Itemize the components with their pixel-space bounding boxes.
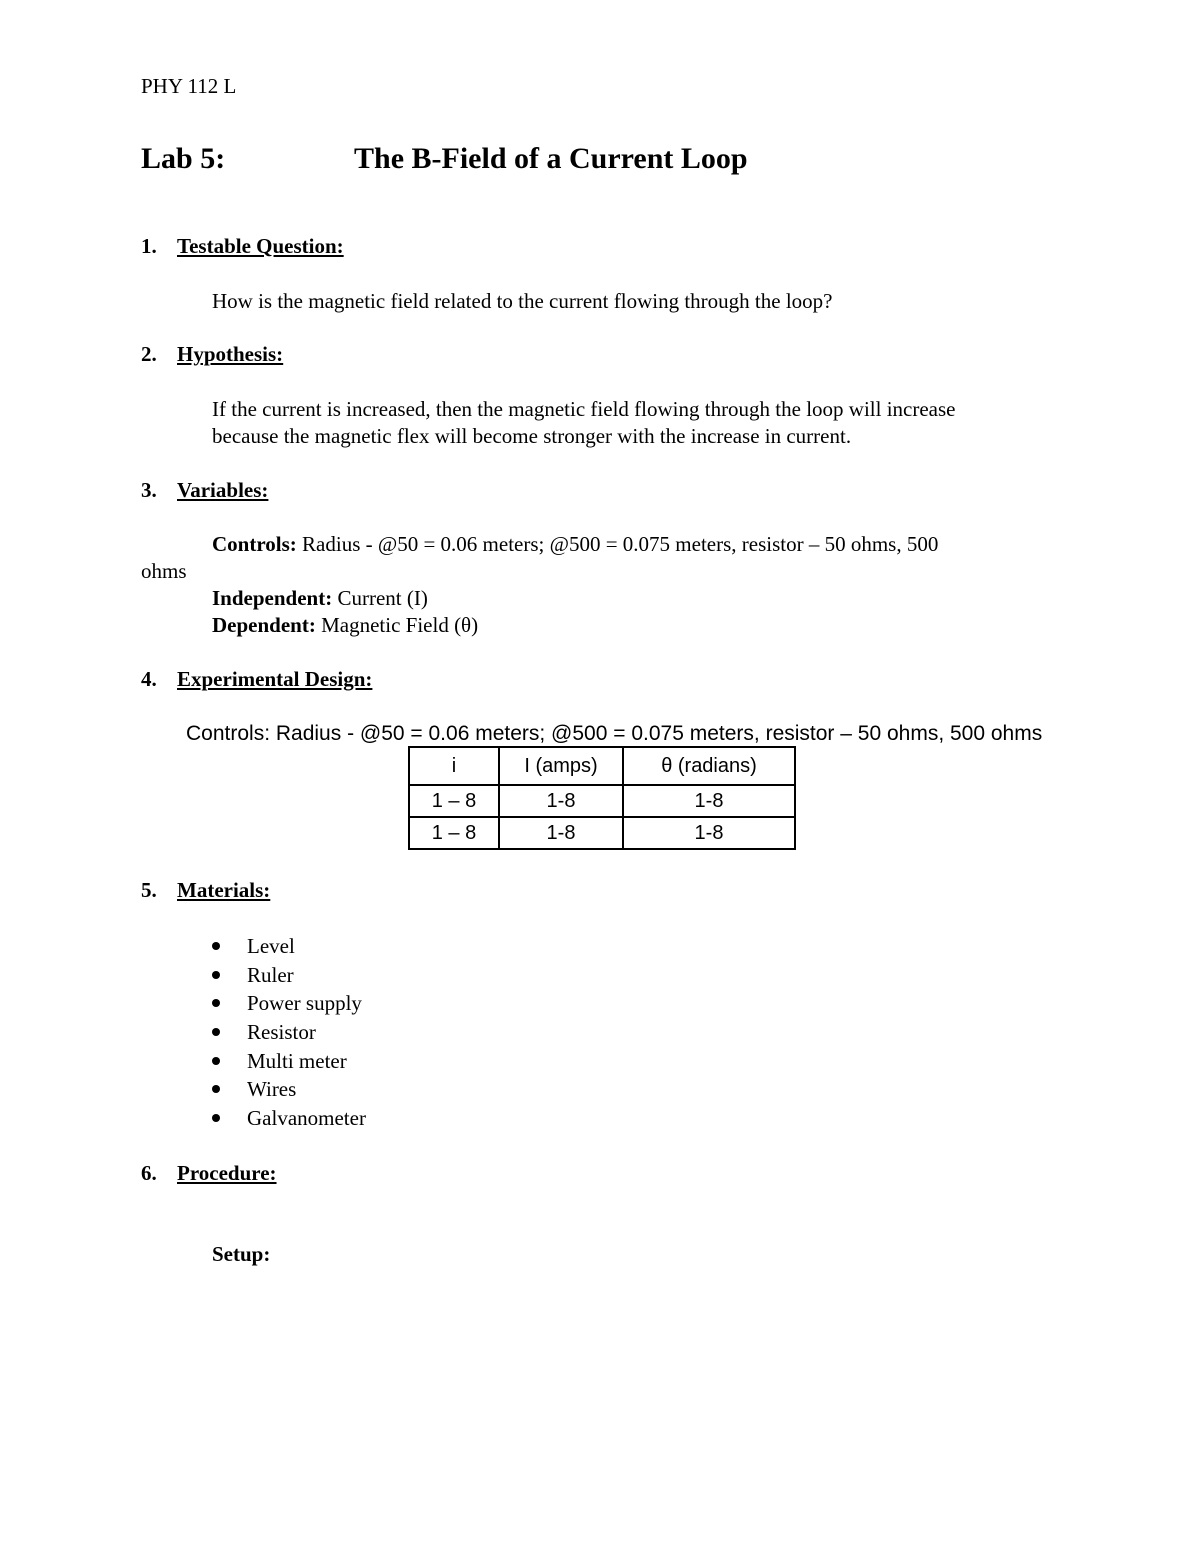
- lab-title: The B-Field of a Current Loop: [354, 142, 748, 175]
- column-header: i: [409, 747, 499, 785]
- bullet-icon: [212, 942, 220, 950]
- section-heading: Materials:: [177, 878, 271, 902]
- course-code: PHY 112 L: [141, 74, 237, 98]
- table-cell: 1-8: [499, 817, 623, 849]
- dependent-label: Dependent:: [212, 613, 316, 637]
- section-number: 2.: [141, 342, 157, 366]
- section-materials: [141, 878, 270, 903]
- material-label: Multi meter: [247, 1048, 347, 1073]
- bullet-icon: [212, 1114, 220, 1122]
- independent-value: Current (I): [337, 586, 428, 610]
- table-cell: 1 – 8: [409, 785, 499, 817]
- section-variables: [141, 478, 268, 503]
- design-caption: Controls: Radius - @50 = 0.06 meters; @500 = 0.075 meters, resistor – 50 ohms, 500 ohms: [186, 722, 1043, 745]
- section-number: 3.: [141, 478, 157, 502]
- dependent-variable: [212, 613, 478, 638]
- section-heading: Testable Question:: [177, 234, 344, 258]
- controls-label: Controls:: [212, 532, 297, 556]
- independent-variable: [212, 586, 428, 611]
- list-item: [212, 932, 366, 961]
- section-experimental-design: [141, 667, 372, 692]
- list-item: [212, 1047, 366, 1076]
- table-row: [409, 817, 795, 849]
- controls-value: Radius - @50 = 0.06 meters; @500 = 0.075 meters, resistor – 50 ohms, 500: [302, 532, 939, 556]
- materials-list: [212, 932, 366, 1133]
- section-number: 4.: [141, 667, 157, 691]
- bullet-icon: [212, 1028, 220, 1036]
- section-number: 5.: [141, 878, 157, 902]
- lab-number: Lab 5:: [141, 142, 226, 175]
- setup-label: Setup:: [212, 1242, 271, 1266]
- material-label: Wires: [247, 1077, 297, 1102]
- table-cell: 1-8: [623, 817, 795, 849]
- section-number: 1.: [141, 234, 157, 258]
- material-label: Resistor: [247, 1020, 316, 1045]
- table-row: [409, 785, 795, 817]
- design-table: [408, 746, 796, 850]
- list-item: [212, 961, 366, 990]
- table-header-row: [409, 747, 795, 785]
- independent-label: Independent:: [212, 586, 333, 610]
- column-header: I (amps): [499, 747, 623, 785]
- material-label: Ruler: [247, 962, 294, 987]
- table-cell: 1-8: [499, 785, 623, 817]
- section-number: 6.: [141, 1161, 157, 1185]
- controls-variable: [212, 532, 938, 557]
- bullet-icon: [212, 971, 220, 979]
- section-hypothesis: [141, 342, 283, 367]
- hypothesis-line-1: If the current is increased, then the magnetic field flowing through the loop will increase: [212, 397, 956, 421]
- section-heading: Procedure:: [177, 1161, 277, 1185]
- dependent-value: Magnetic Field (θ): [321, 613, 479, 637]
- section-heading: Variables:: [177, 478, 269, 502]
- table-cell: 1-8: [623, 785, 795, 817]
- material-label: Power supply: [247, 991, 362, 1016]
- hypothesis-line-2: because the magnetic flex will become stronger with the increase in current.: [212, 424, 852, 448]
- material-label: Level: [247, 934, 295, 958]
- list-item: [212, 989, 366, 1018]
- bullet-icon: [212, 1057, 220, 1065]
- section-heading: Hypothesis:: [177, 342, 284, 366]
- controls-wrap: ohms: [141, 559, 187, 583]
- list-item: [212, 1075, 366, 1104]
- testable-question-text: How is the magnetic field related to the current flowing through the loop?: [212, 289, 833, 313]
- table-cell: 1 – 8: [409, 817, 499, 849]
- section-heading: Experimental Design:: [177, 667, 373, 691]
- bullet-icon: [212, 999, 220, 1007]
- column-header: θ (radians): [623, 747, 795, 785]
- list-item: [212, 1104, 366, 1133]
- material-label: Galvanometer: [247, 1106, 366, 1131]
- section-procedure: [141, 1161, 277, 1186]
- list-item: [212, 1018, 366, 1047]
- section-testable-question: [141, 234, 344, 259]
- bullet-icon: [212, 1085, 220, 1093]
